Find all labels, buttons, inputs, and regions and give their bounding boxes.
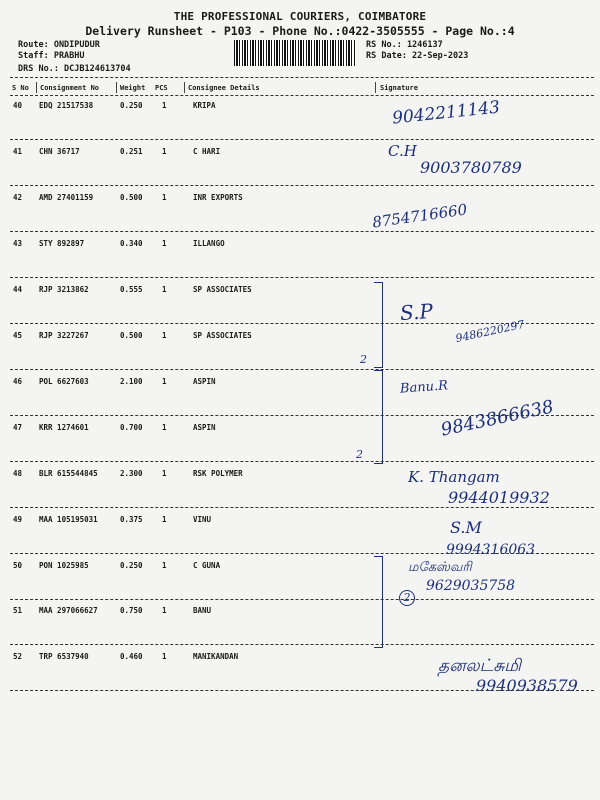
column-separator [116,82,117,93]
cell-consignee: MANIKANDAN [193,652,239,661]
cell-weight: 0.375 [120,515,143,524]
cell-weight: 2.100 [120,377,143,386]
cell-sno: 40 [13,101,23,110]
cell-pcs: 1 [162,239,167,248]
cell-consignment: POL 6627603 [39,377,89,386]
signature-52-phone: 9940938579 [476,676,578,695]
cell-weight: 0.250 [120,101,143,110]
cell-sno: 48 [13,469,23,478]
cell-consignment: BLR 615544845 [39,469,98,478]
cell-consignment: RJP 3227267 [39,331,89,340]
bracket [374,370,383,464]
group-count-note: 2 [360,353,367,366]
cell-sno: 42 [13,193,23,202]
cell-consignee: ASPIN [193,377,216,386]
signature-41-initials: C.H [388,142,417,160]
signature-49-initials: S.M [450,518,482,537]
cell-weight: 0.500 [120,331,143,340]
cell-sno: 47 [13,423,23,432]
row-divider [10,185,594,186]
cell-consignment: STY 892897 [39,239,85,248]
row-divider [10,369,594,370]
signature-40: 9042211143 [391,97,501,129]
row-divider [10,231,594,232]
cell-pcs: 1 [162,652,167,661]
signature-46-phone: 9843866638 [439,396,556,441]
cell-pcs: 1 [162,469,167,478]
cell-weight: 0.460 [120,652,143,661]
col-weight: Weight [120,84,146,92]
cell-weight: 0.251 [120,147,143,156]
bracket [374,556,383,648]
cell-sno: 44 [13,285,23,294]
cell-weight: 0.555 [120,285,143,294]
cell-consignee: ASPIN [193,423,216,432]
cell-sno: 51 [13,606,23,615]
col-sno: S No [12,84,29,92]
col-signature: Signature [380,84,418,92]
header-row-divider [10,95,594,96]
group-count-note: 2 [399,590,415,606]
signature-49-phone: 9994316063 [446,542,536,558]
cell-consignee: C HARI [193,147,221,156]
cell-consignee: BANU [193,606,212,615]
signature-44-initials: S.P [399,298,434,326]
cell-consignment: MAA 297066627 [39,606,98,615]
bracket [374,282,383,368]
row-divider [10,277,594,278]
cell-pcs: 1 [162,147,167,156]
cell-consignee: VINU [193,515,212,524]
row-divider [10,599,594,600]
cell-consignment: EDQ 21517538 [39,101,94,110]
cell-consignee: KRIPA [193,101,216,110]
cell-consignee: RSK POLYMER [193,469,243,478]
rs-date-label: RS Date: 22-Sep-2023 [366,51,469,61]
cell-pcs: 1 [162,101,167,110]
cell-sno: 46 [13,377,23,386]
cell-pcs: 1 [162,193,167,202]
row-divider [10,139,594,140]
signature-41-phone: 9003780789 [420,158,522,177]
signature-48-name: K. Thangam [408,468,500,486]
signature-50-name: மகேஸ்வரி [408,560,472,575]
signature-50-phone: 9629035758 [426,578,516,594]
drs-label: DRS No.: DCJB124613704 [18,64,131,74]
cell-consignee: SP ASSOCIATES [193,285,252,294]
route-label: Route: ONDIPUDUR [18,40,100,50]
cell-weight: 0.340 [120,239,143,248]
cell-consignment: AMD 27401159 [39,193,94,202]
signature-44-phone: 9486220297 [454,317,526,346]
cell-pcs: 1 [162,377,167,386]
cell-pcs: 1 [162,423,167,432]
cell-sno: 52 [13,652,23,661]
cell-sno: 50 [13,561,23,570]
signature-52-name: தனலட்சுமி [438,656,522,676]
row-divider [10,507,594,508]
cell-weight: 0.500 [120,193,143,202]
cell-weight: 0.700 [120,423,143,432]
cell-consignment: KRR 1274601 [39,423,89,432]
runsheet-title: Delivery Runsheet - P103 - Phone No.:0422-3505555 - Page No.:4 [85,24,515,38]
column-separator [184,82,185,93]
row-divider [10,461,594,462]
cell-pcs: 1 [162,515,167,524]
group-count-note: 2 [356,448,363,461]
cell-weight: 2.300 [120,469,143,478]
cell-sno: 43 [13,239,23,248]
barcode [234,40,356,66]
cell-pcs: 1 [162,561,167,570]
row-divider [10,644,594,645]
column-separator [36,82,37,93]
cell-pcs: 1 [162,331,167,340]
cell-sno: 45 [13,331,23,340]
cell-consignee: INR EXPORTS [193,193,243,202]
cell-consignment: PON 1025985 [39,561,89,570]
signature-48-phone: 9944019932 [448,488,550,507]
cell-consignee: C GUNA [193,561,221,570]
cell-sno: 49 [13,515,23,524]
cell-consignment: MAA 105195031 [39,515,98,524]
cell-consignment: CHN 36717 [39,147,80,156]
cell-weight: 0.750 [120,606,143,615]
cell-pcs: 1 [162,606,167,615]
rs-no-label: RS No.: 1246137 [366,40,443,50]
signature-46-name: Banu.R [399,378,449,397]
cell-consignee: SP ASSOCIATES [193,331,252,340]
cell-consignment: TRP 6537940 [39,652,89,661]
col-pcs: PCS [155,84,168,92]
cell-sno: 41 [13,147,23,156]
header-divider [10,77,594,78]
col-consignment: Consignment No [40,84,100,92]
cell-consignment: RJP 3213862 [39,285,89,294]
cell-weight: 0.250 [120,561,143,570]
signature-42: 8754716660 [371,200,469,232]
staff-label: Staff: PRABHU [18,51,85,61]
cell-consignee: ILLANGO [193,239,225,248]
col-consignee: Consignee Details [188,84,260,92]
company-title: THE PROFESSIONAL COURIERS, COIMBATORE [173,10,427,23]
cell-pcs: 1 [162,285,167,294]
column-separator [375,82,376,93]
